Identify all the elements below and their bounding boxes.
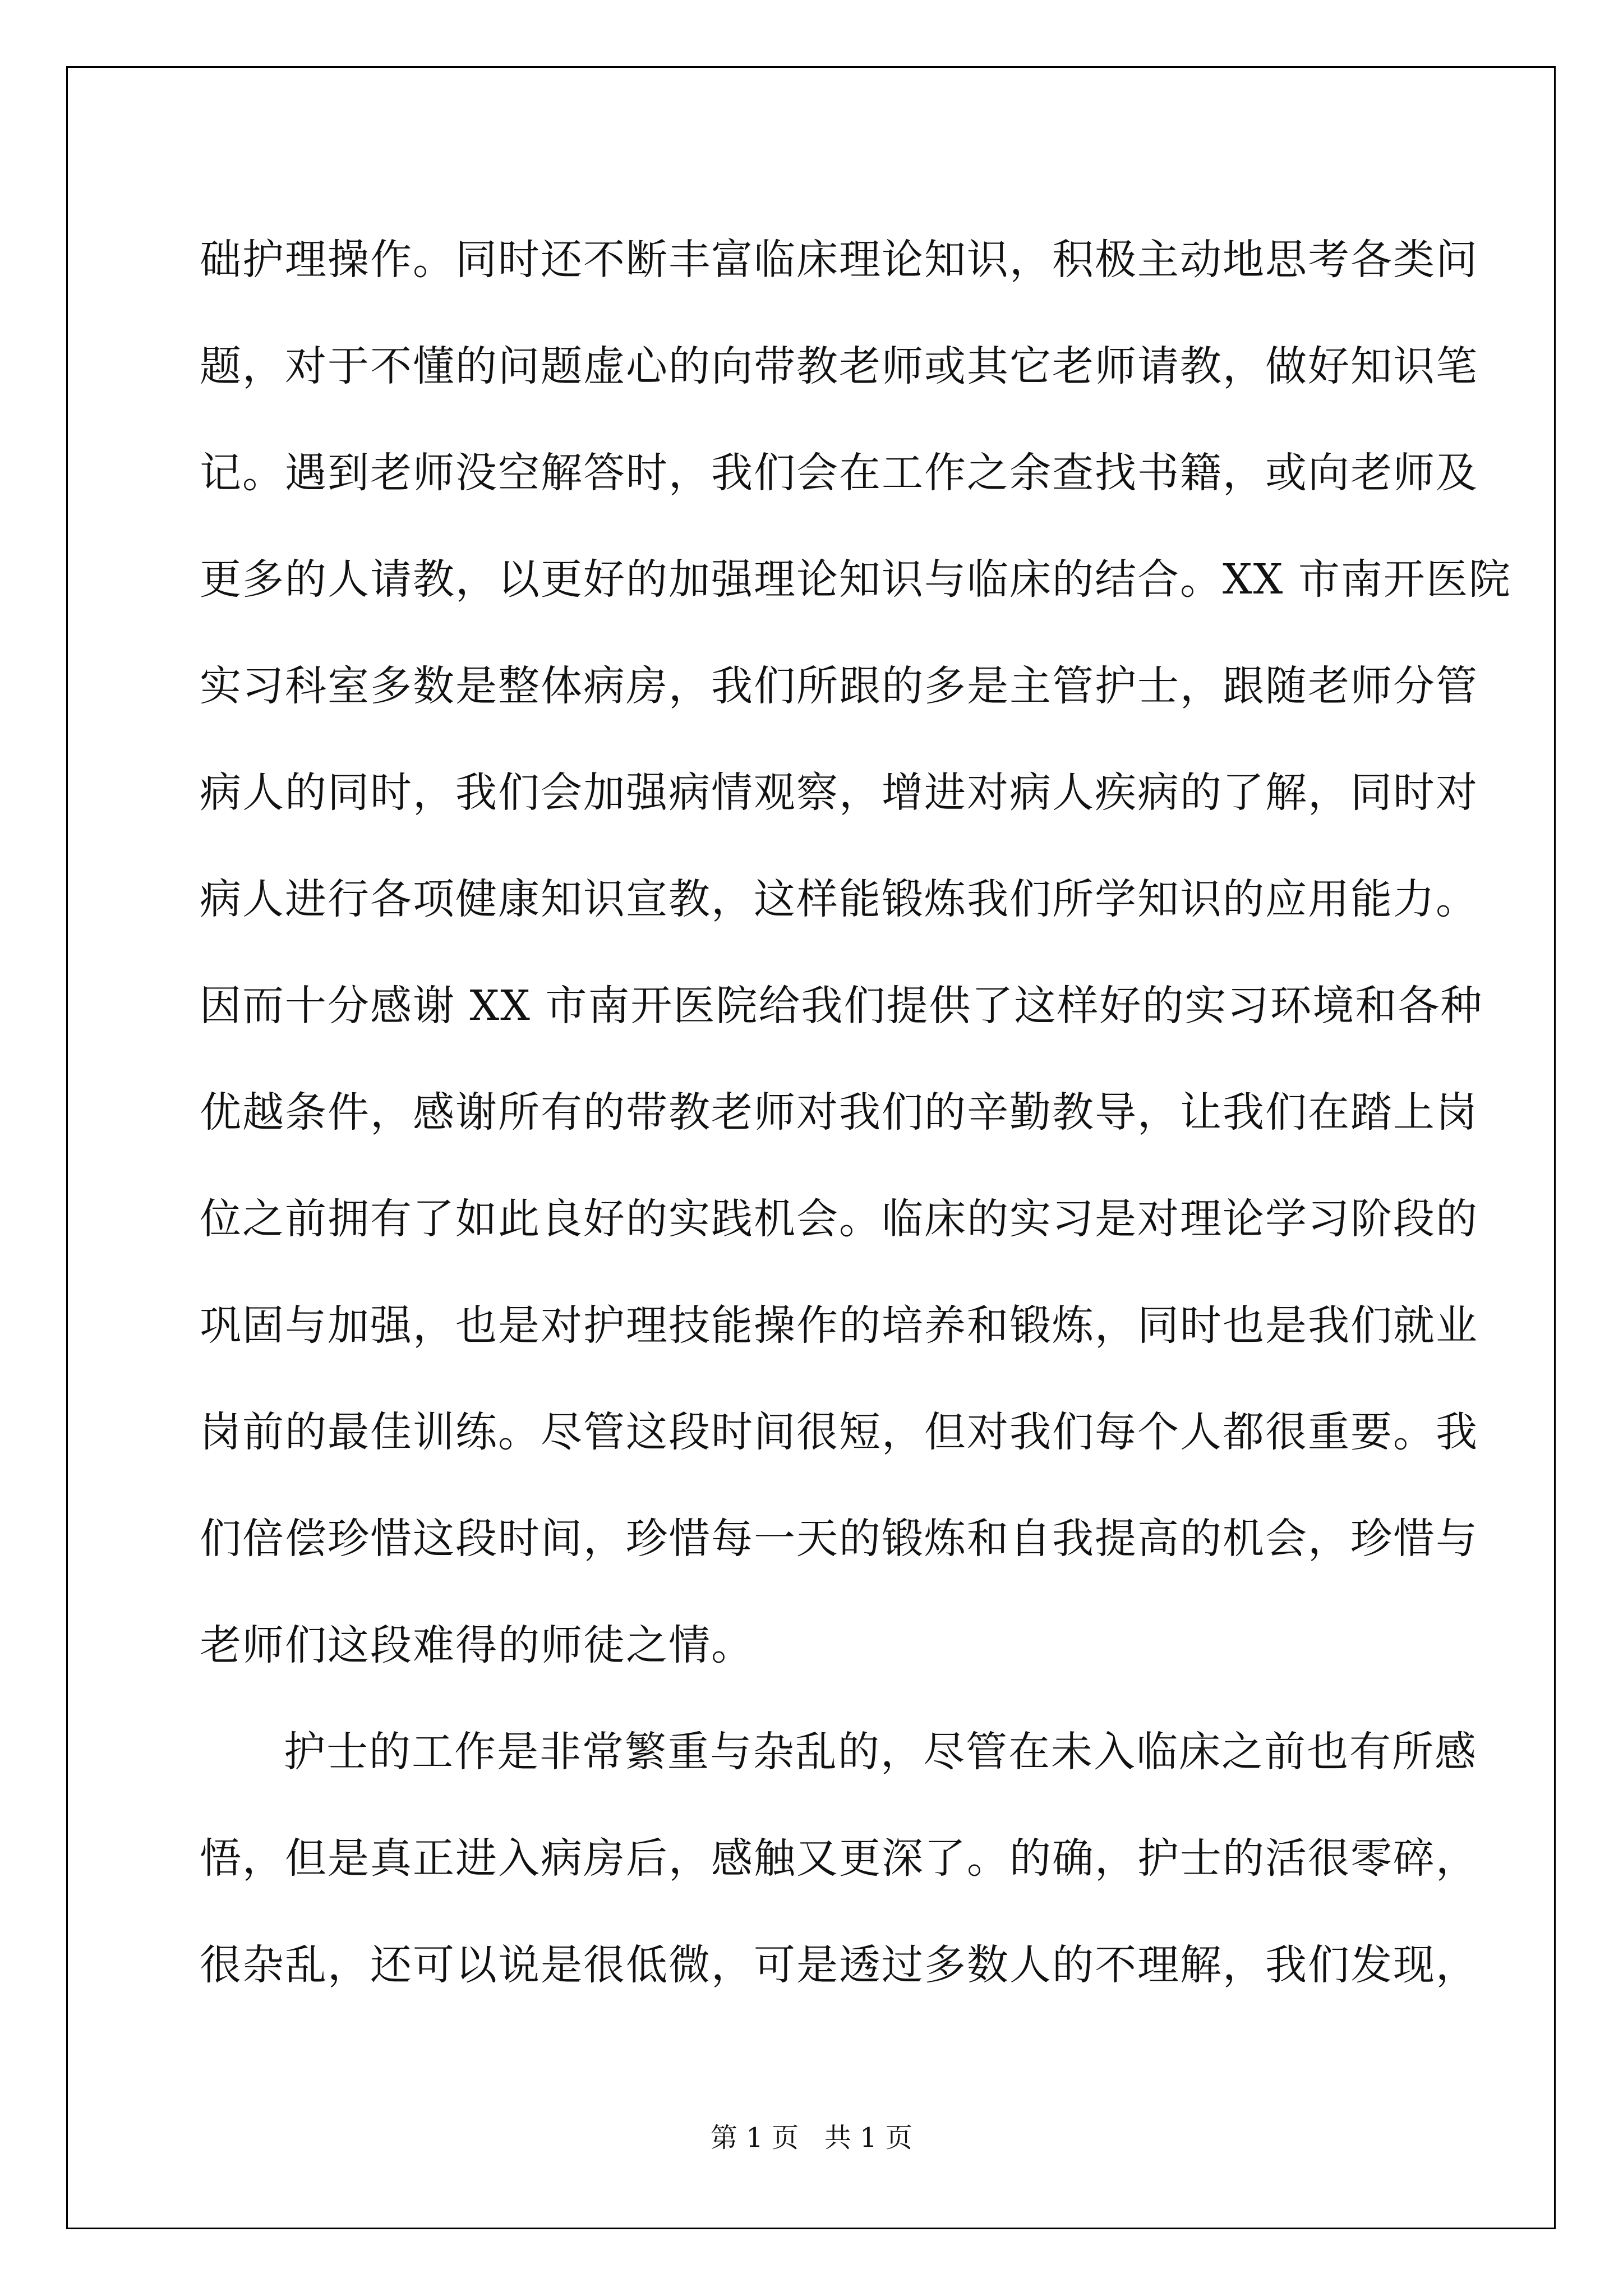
text-line: 巩固与加强，也是对护理技能操作的培养和锻炼，同时也是我们就业 xyxy=(200,1301,1478,1350)
text-line: 护士的工作是非常繁重与杂乱的，尽管在未入临床之前也有所感 xyxy=(284,1728,1477,1776)
text-line: 病人进行各项健康知识宣教，这样能锻炼我们所学知识的应用能力。 xyxy=(200,875,1478,923)
text-line: 实习科室多数是整体病房，我们所跟的多是主管护士，跟随老师分管 xyxy=(200,662,1478,710)
text-line: 病人的同时，我们会加强病情观察，增进对病人疾病的了解，同时对 xyxy=(200,769,1478,817)
text-line: 题，对于不懂的问题虚心的向带教老师或其它老师请教，做好知识笔 xyxy=(200,342,1478,390)
text-line: 础护理操作。同时还不断丰富临床理论知识，积极主动地思考各类问 xyxy=(200,236,1478,284)
text-line: 们倍偿珍惜这段时间，珍惜每一天的锻炼和自我提高的机会，珍惜与 xyxy=(200,1515,1478,1563)
text-line: 优越条件，感谢所有的带教老师对我们的辛勤教导，让我们在踏上岗 xyxy=(200,1088,1478,1137)
text-line: 记。遇到老师没空解答时，我们会在工作之余查找书籍，或向老师及 xyxy=(200,449,1478,497)
text-line: 更多的人请教，以更好的加强理论知识与临床的结合。XX 市南开医院 xyxy=(200,555,1511,604)
text-line: 位之前拥有了如此良好的实践机会。临床的实习是对理论学习阶段的 xyxy=(200,1195,1478,1243)
text-line: 因而十分感谢 XX 市南开医院给我们提供了这样好的实习环境和各种 xyxy=(200,982,1483,1030)
page-footer: 第 1 页 共 1 页 xyxy=(711,2122,912,2154)
text-line: 老师们这段难得的师徒之情。 xyxy=(200,1621,754,1669)
text-line: 很杂乱，还可以说是很低微，可是透过多数人的不理解，我们发现， xyxy=(200,1941,1478,1989)
text-line: 悟，但是真正进入病房后，感触又更深了。的确，护士的活很零碎， xyxy=(200,1834,1478,1883)
document-body xyxy=(200,206,1511,2018)
text-line: 岗前的最佳训练。尽管这段时间很短，但对我们每个人都很重要。我 xyxy=(200,1408,1478,1456)
